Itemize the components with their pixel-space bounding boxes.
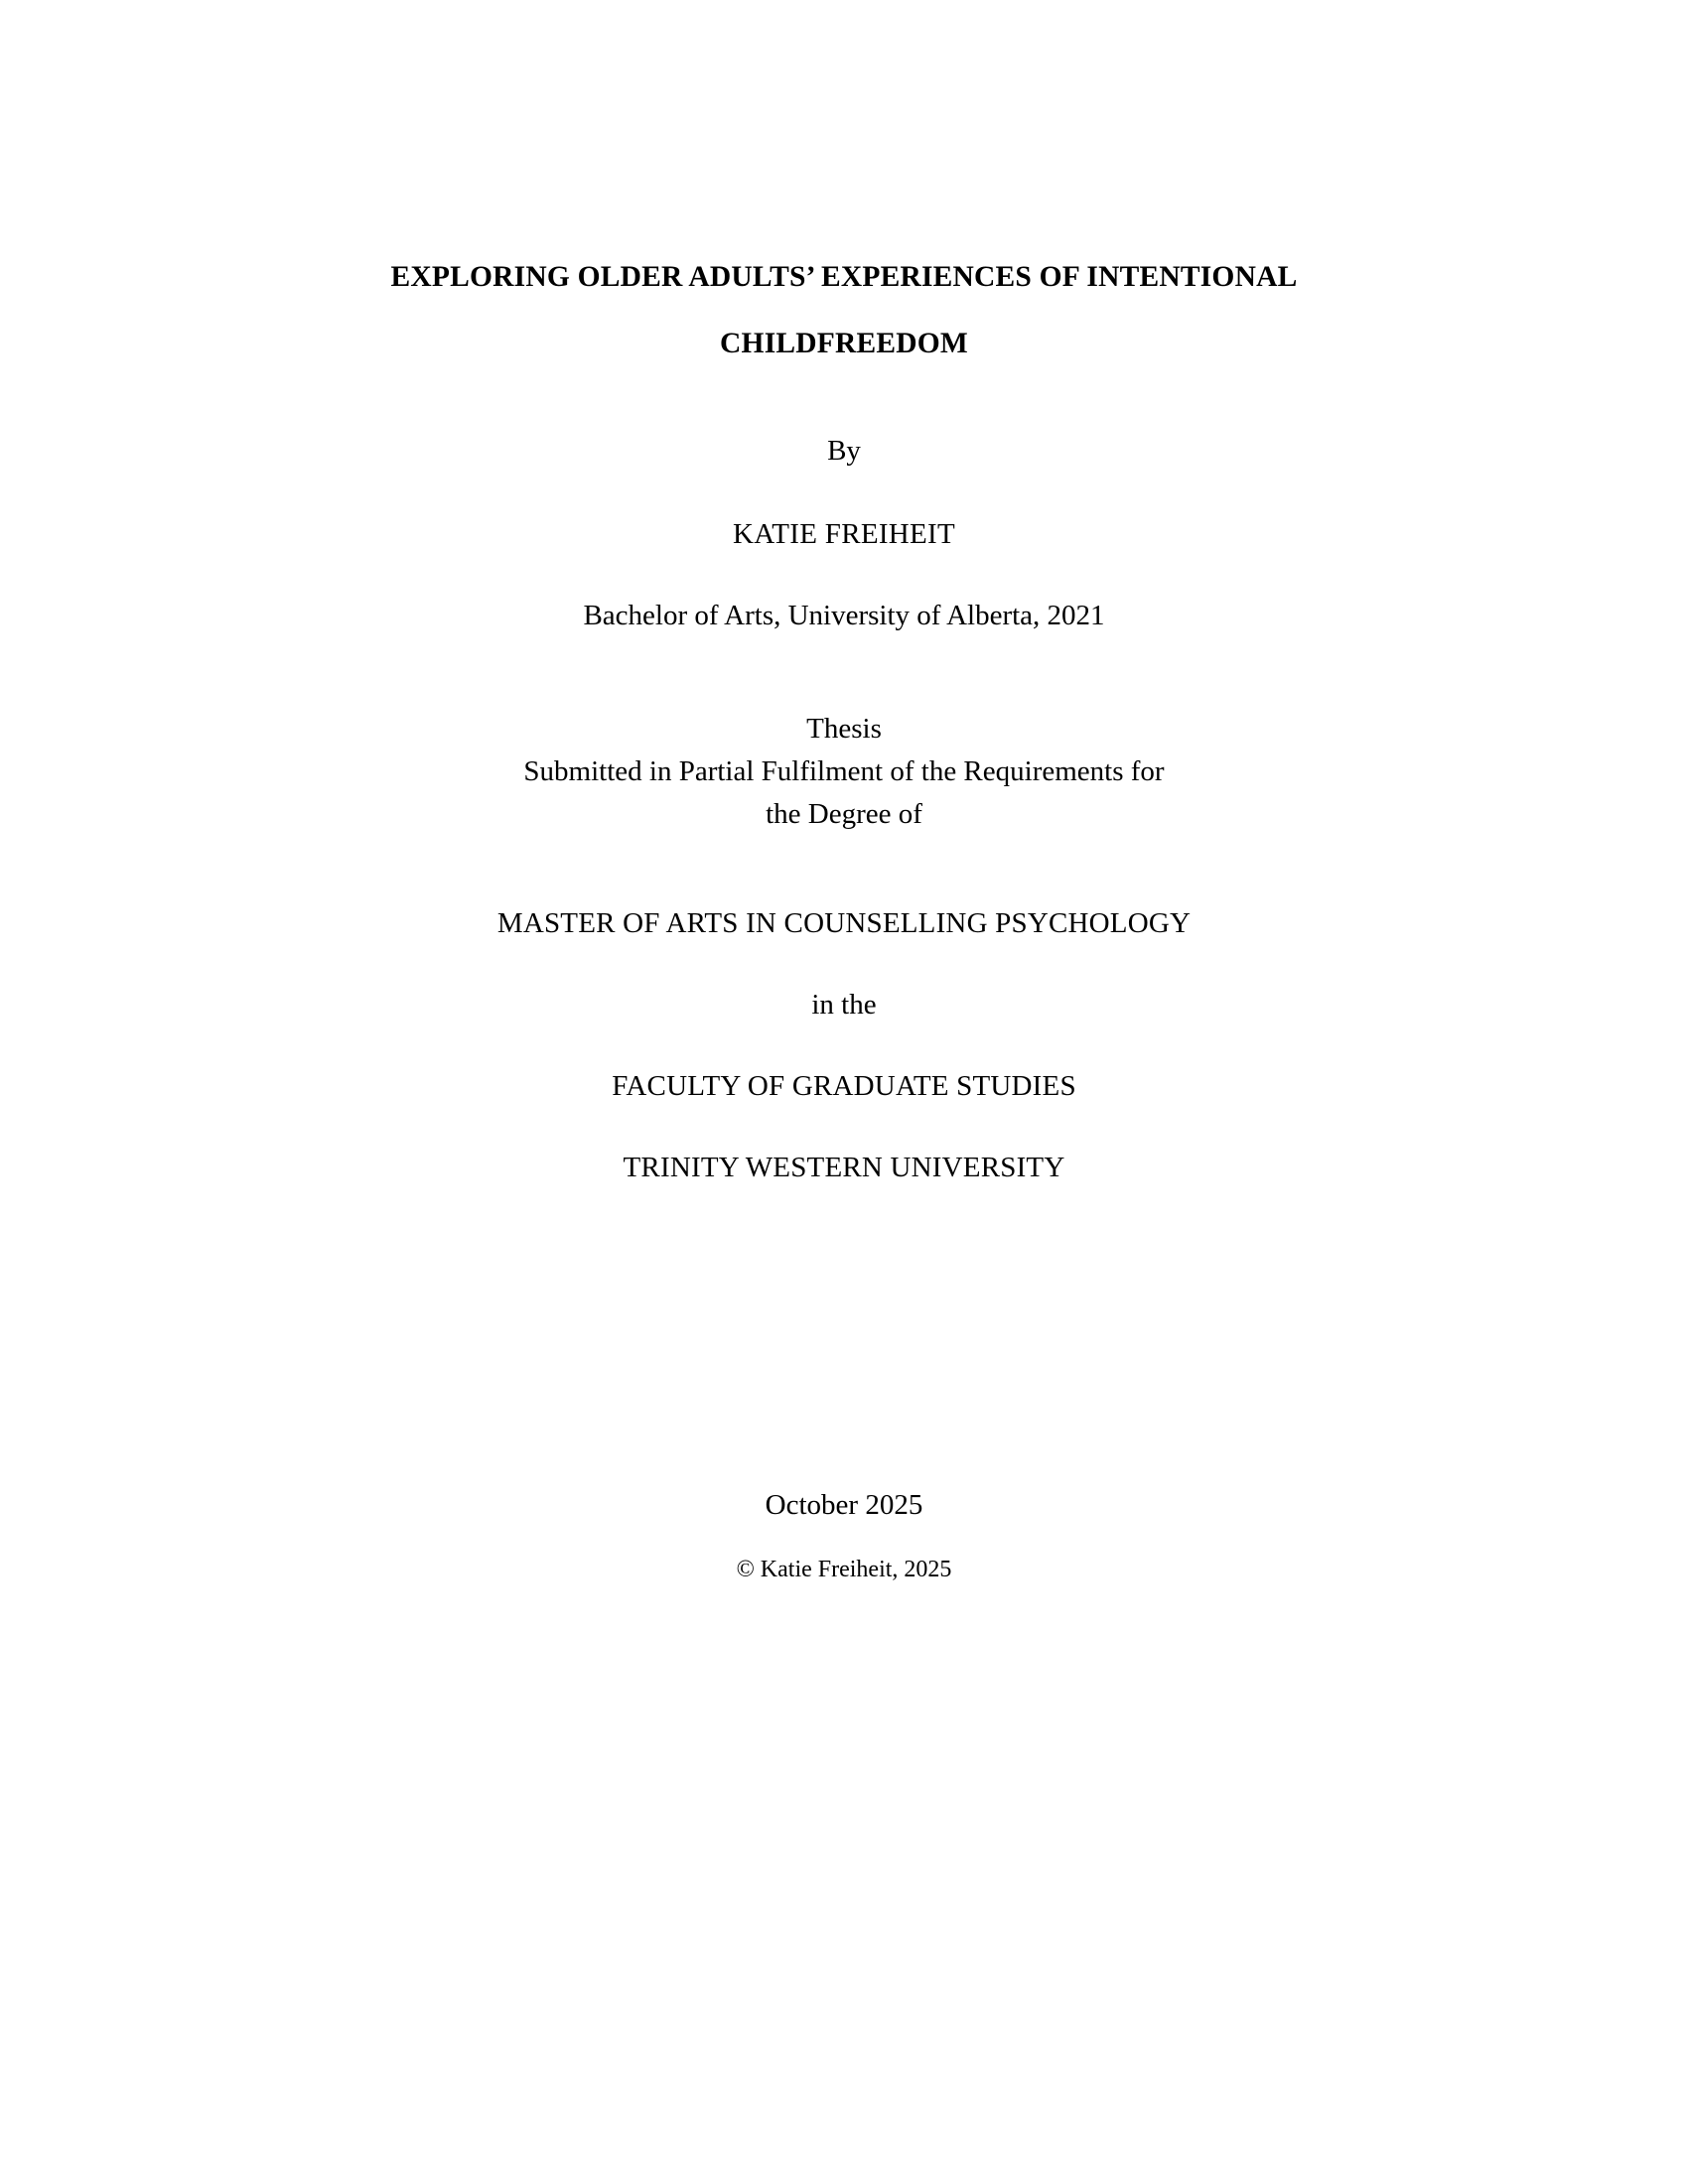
in-the-label: in the xyxy=(811,989,877,1021)
thesis-title-line-1: EXPLORING OLDER ADULTS’ EXPERIENCES OF INTENTIONAL xyxy=(390,261,1298,293)
submission-line-3: the Degree of xyxy=(766,798,922,830)
thesis-title-line-2: CHILDFREEDOM xyxy=(720,328,968,359)
submission-statement xyxy=(0,708,1688,836)
submission-line-2: Submitted in Partial Fulfilment of the Requirements for xyxy=(523,755,1165,787)
faculty-name: FACULTY OF GRADUATE STUDIES xyxy=(612,1070,1076,1102)
copyright-notice: © Katie Freiheit, 2025 xyxy=(736,1557,952,1582)
submission-line-1: Thesis xyxy=(806,713,882,745)
degree-name: MASTER OF ARTS IN COUNSELLING PSYCHOLOGY xyxy=(496,907,1192,939)
author-name: KATIE FREIHEIT xyxy=(732,518,956,550)
by-label: By xyxy=(827,435,861,467)
submission-date: October 2025 xyxy=(765,1489,923,1521)
university-name: TRINITY WESTERN UNIVERSITY xyxy=(623,1152,1065,1183)
prior-degree: Bachelor of Arts, University of Alberta, 2021 xyxy=(583,600,1105,631)
thesis-title xyxy=(0,244,1688,377)
